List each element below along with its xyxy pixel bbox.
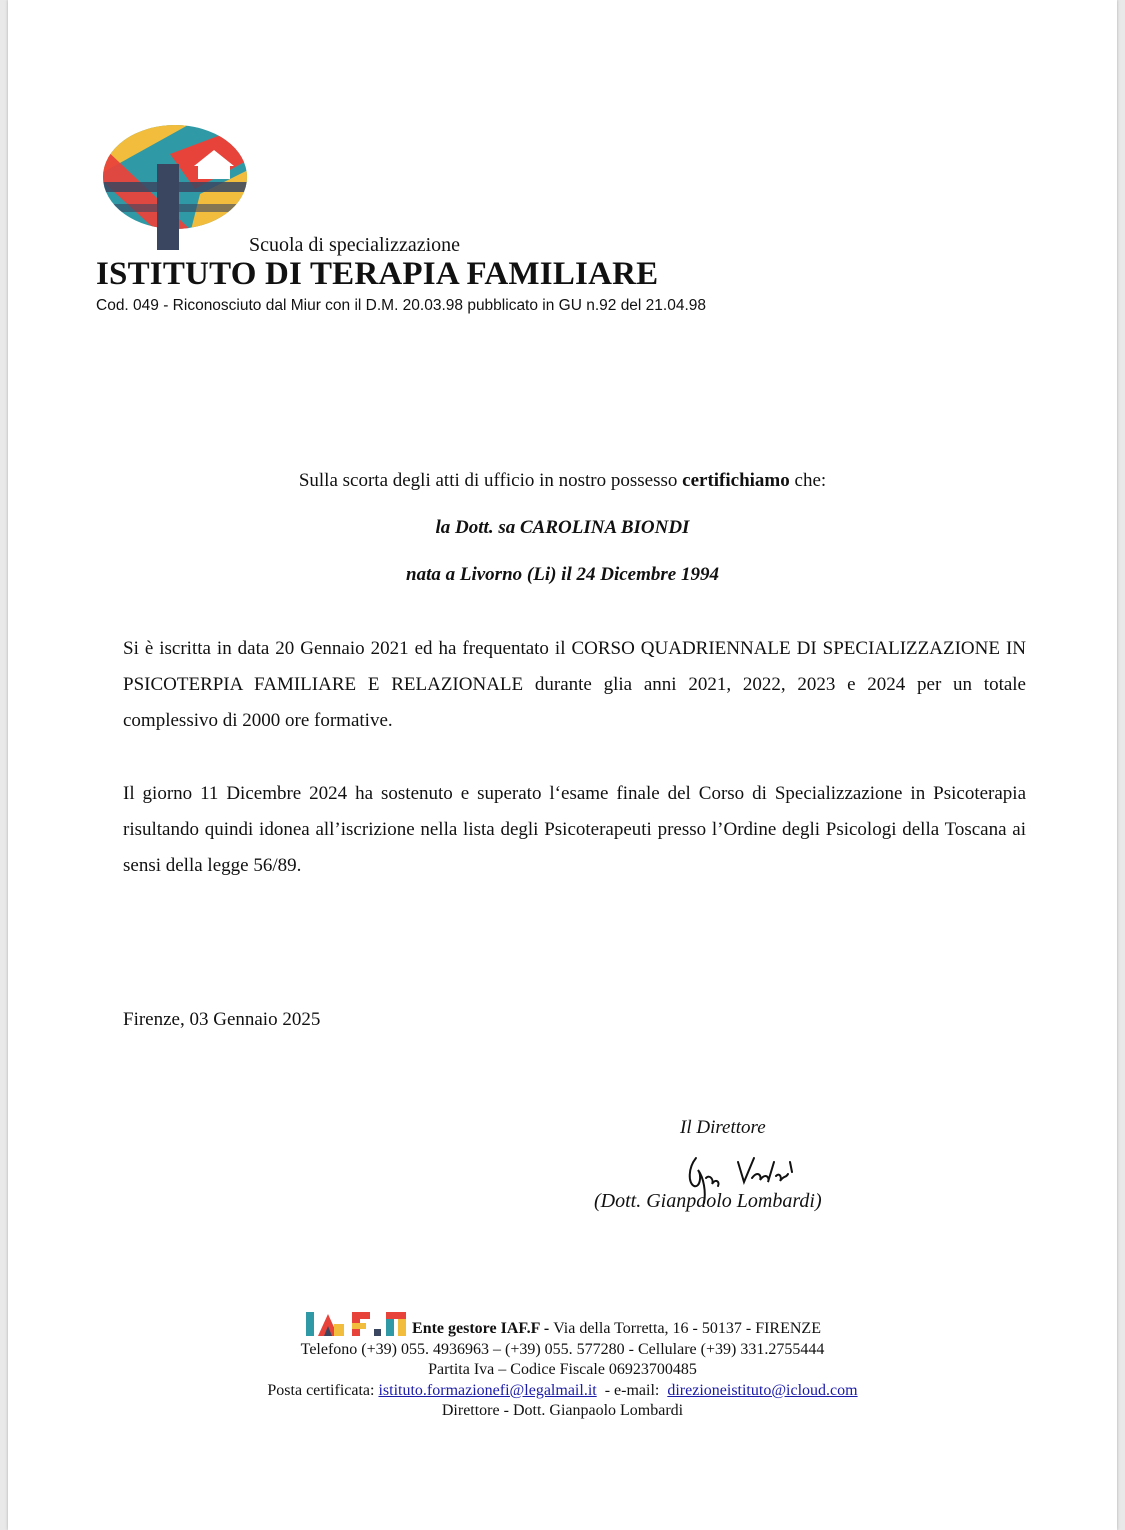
person-birth: nata a Livorno (Li) il 24 Dicembre 1994: [406, 564, 719, 585]
footer-vat: Partita Iva – Codice Fiscale 06923700485: [428, 1361, 697, 1378]
exam-paragraph: Il giorno 11 Dicembre 2024 ha sostenuto e superato l‘esame finale del Corso di Specializzazione in Psicoterapia risultando quindi idonea all’iscrizione nella lista degli Psicoterapeuti presso l’Ordine degli Psicologi della Toscana ai sensi della legge 56/89.: [123, 783, 1026, 876]
footer-phones: Telefono (+39) 055. 4936963 – (+39) 055. 577280 - Cellulare (+39) 331.2755444: [300, 1340, 825, 1358]
enrollment-paragraph: Si è iscritta in data 20 Gennaio 2021 ed ha frequentato il CORSO QUADRIENNALE DI SPECIALIZZAZIONE IN PSICOTERPIA FAMILIARE E RELAZIONALE durante glia anni 2021, 2022, 2023 e 2024 per un totale complessivo di 2000 ore formative.: [123, 638, 1026, 731]
certification-intro: [8, 470, 1117, 492]
intro-text-after: che:: [789, 470, 827, 491]
director-name: (Dott. Gianpaolo Lombardi): [594, 1190, 822, 1212]
footer-entity-line: [8, 1310, 1117, 1340]
pec-email-link[interactable]: istituto.formazionefi@legalmail.it: [378, 1381, 597, 1399]
footer-pec-label: Posta certificata:: [267, 1381, 379, 1399]
person-name: la Dott. sa CAROLINA BIONDI: [435, 517, 690, 538]
email-link[interactable]: direzioneistituto@icloud.com: [667, 1381, 858, 1399]
footer-director: Direttore - Dott. Gianpaolo Lombardi: [441, 1402, 684, 1419]
intro-bold-word: certifichiamo: [682, 470, 790, 491]
school-subtitle: Scuola di specializzazione: [249, 234, 461, 256]
institute-logo: [100, 124, 250, 252]
school-title: ISTITUTO DI TERAPIA FAMILIARE: [96, 256, 659, 292]
footer-entity: Ente gestore IAF.F -: [412, 1320, 554, 1337]
intro-text-before: Sulla scorta degli atti di ufficio in nostro possesso: [298, 470, 683, 491]
footer: [8, 1310, 1117, 1422]
footer-contacts-line: [8, 1381, 1117, 1402]
footer-email-label: - e-mail:: [596, 1381, 668, 1399]
iaf-logo: [304, 1310, 408, 1336]
document-page: [8, 0, 1117, 1530]
director-role: Il Direttore: [680, 1117, 766, 1138]
accreditation-line: Cod. 049 - Riconosciuto dal Miur con il D.M. 20.03.98 pubblicato in GU n.92 del 21.04.98: [96, 297, 707, 314]
place-date: Firenze, 03 Gennaio 2025: [123, 1009, 321, 1030]
footer-address: Via della Torretta, 16 - 50137 - FIRENZE: [553, 1320, 821, 1337]
